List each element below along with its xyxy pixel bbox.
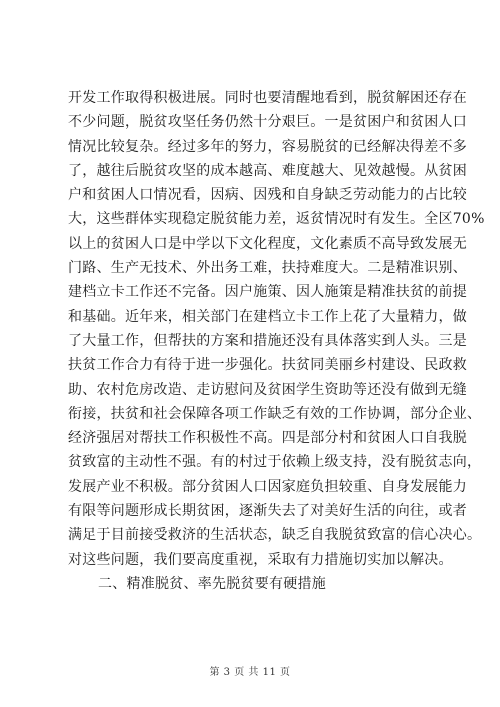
text-line: 了大量工作，但帮扶的方案和措施还没有具体落实到人头。三是 [68,332,467,349]
section-heading: 二、精准脱贫、率先脱贫要有硬措施 [98,575,326,592]
text-line: 大，这些群体实现稳定脱贫能力差，返贫情况时有发生。全区70% [68,211,485,228]
text-line: 建档立卡工作还不完备。因户施策、因人施策是精准扶贫的前提 [68,284,467,301]
text-line: 助、农村危房改造、走访慰问及贫困学生资助等还没有做到无缝 [68,381,467,398]
text-line: 满足于目前接受救济的生活状态，缺乏自我脱贫致富的信心决心。 [68,527,482,544]
text-line: 开发工作取得积极进展。同时也要清醒地看到，脱贫解困还存在 [68,90,467,106]
text-line: 和基础。近年来，相关部门在建档立卡工作上花了大量精力，做 [68,308,467,325]
text-line: 对这些问题，我们要高度重视，采取有力措施切实加以解决。 [68,551,453,568]
text-line: 发展产业不积极。部分贫困人口因家庭负担较重、自身发展能力 [68,478,467,495]
text-line: 扶贫工作合力有待于进一步强化。扶贫同美丽乡村建设、民政救 [68,357,467,374]
text-line: 以上的贫困人口是中学以下文化程度，文化素质不高导致发展无 [68,235,467,252]
page-footer: 第 3 页 共 11 页 [209,667,291,678]
text-line: 经济强居对帮扶工作积极性不高。四是部分村和贫困人口自我脱 [68,430,467,447]
text-line: 衔接，扶贫和社会保障各项工作缺乏有效的工作协调，部分企业、 [68,405,482,422]
text-line: 户和贫困人口情况看，因病、因残和自身缺乏劳动能力的占比较 [68,187,467,204]
text-line: 不少问题，脱贫攻坚任务仍然十分艰巨。一是贫困户和贫困人口 [68,114,467,131]
text-line: 了，越往后脱贫攻坚的成本越高、难度越大、见效越慢。从贫困 [68,162,467,179]
text-line: 情况比较复杂。经过多年的努力，容易脱贫的已经解决得差不多 [68,138,467,155]
text-line: 有限等问题形成长期贫困，逐渐失去了对美好生活的向往，或者 [68,503,467,520]
text-line: 门路、生产无技术、外出务工难，扶持难度大。二是精准识别、 [68,260,467,277]
text-line: 贫致富的主动性不强。有的村过于依赖上级支持，没有脱贫志向， [68,454,482,471]
body-text [68,86,485,596]
